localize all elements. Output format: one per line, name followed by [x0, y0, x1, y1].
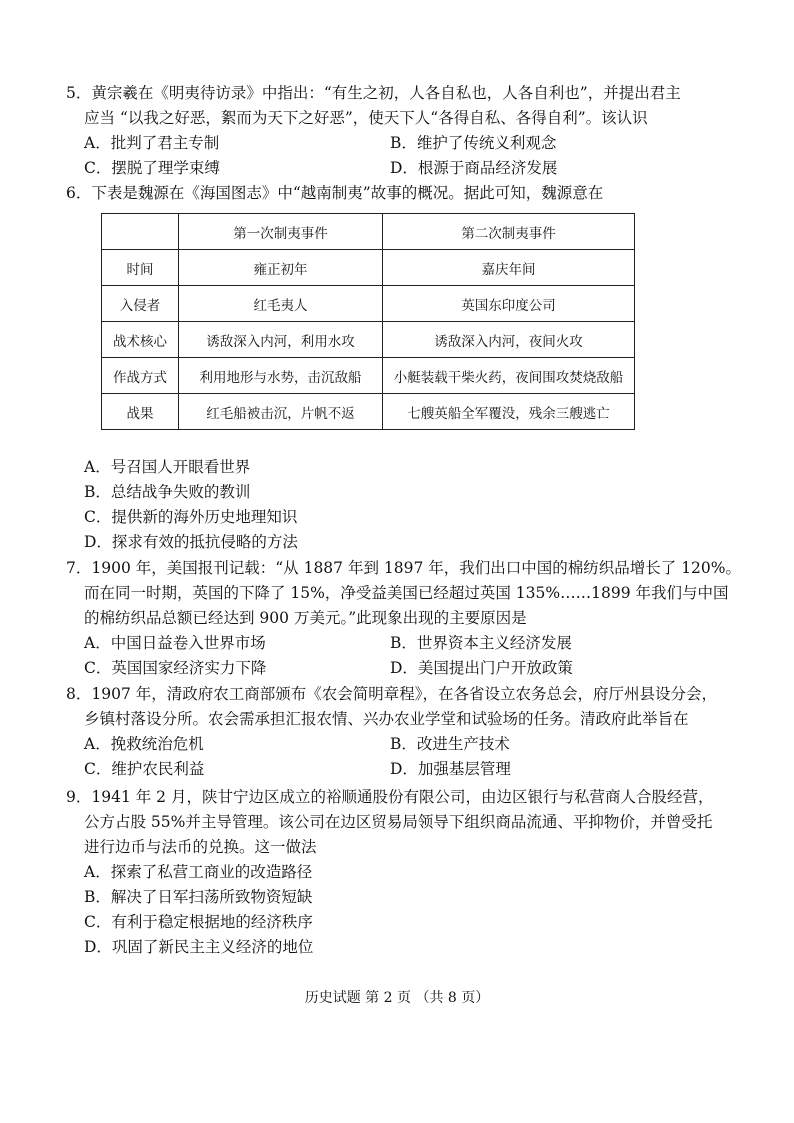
option-a: A．批判了君主专制	[84, 134, 220, 152]
question-stem-line: 6．下表是魏源在《海国图志》中“越南制夷”故事的概况。据此可知，魏源意在	[66, 184, 604, 202]
table-row	[102, 286, 635, 322]
table-row	[102, 358, 635, 394]
question-stem-line: 公方占股 55%并主导管理。该公司在边区贸易局领导下组织商品流通、平抑物价，并曾受托	[84, 813, 713, 831]
question-6-options	[66, 455, 754, 555]
table-row	[102, 250, 635, 286]
table-cell: 作战方式	[102, 358, 179, 394]
table-header-cell: 第二次制夷事件	[383, 214, 635, 250]
page-footer: 历史试题 第 2 页 （共 8 页）	[304, 990, 490, 1006]
table-row	[102, 394, 635, 430]
table-cell: 英国东印度公司	[383, 286, 635, 322]
option-d: D．加强基层管理	[390, 760, 511, 778]
table-cell: 红毛船被击沉，片帆不返	[179, 394, 383, 430]
table-row	[102, 322, 635, 358]
option-a: A．挽救统治危机	[84, 735, 204, 753]
question-9	[66, 785, 754, 960]
question-stem-line: 9．1941 年 2 月，陕甘宁边区成立的裕顺通股份有限公司，由边区银行与私营商人合股经营，	[66, 788, 714, 806]
table-header-cell: 第一次制夷事件	[179, 214, 383, 250]
option-c: C．维护农民利益	[84, 760, 205, 778]
question-stem-line: 7．1900 年，美国报刊记载：“从 1887 年到 1897 年，我们出口中国的棉纺织品增长了 120%。	[66, 559, 742, 577]
question-stem-line: 的棉纺织品总额已经达到 900 万美元。”此现象出现的主要原因是	[84, 609, 527, 627]
option-d: D．巩固了新民主主义经济的地位	[84, 938, 314, 956]
table-cell: 时间	[102, 250, 179, 286]
option-b: B．解决了日军扫荡所致物资短缺	[84, 888, 313, 906]
option-a: A．探索了私营工商业的改造路径	[84, 863, 313, 881]
question-stem-line: 8．1907 年，清政府农工商部颁布《农会简明章程》，在各省设立农务总会，府厅州县设分会，	[66, 685, 717, 703]
question-8	[66, 682, 754, 782]
question-7	[66, 556, 754, 681]
option-b: B．世界资本主义经济发展	[390, 634, 572, 652]
option-a: A．中国日益卷入世界市场	[84, 634, 266, 652]
option-b: B．维护了传统义利观念	[390, 134, 557, 152]
question-stem-line: 应当 “以我之好恶，絮而为天下之好恶”，使天下人“各得自私、各得自利”。该认识	[84, 109, 648, 127]
option-d: D．探求有效的抵抗侵略的方法	[84, 533, 298, 551]
table-cell: 嘉庆年间	[383, 250, 635, 286]
option-d: D．美国提出门户开放政策	[390, 659, 573, 677]
table-cell: 雍正初年	[179, 250, 383, 286]
option-d: D．根源于商品经济发展	[390, 159, 558, 177]
table-header-cell	[102, 214, 179, 250]
table-cell: 战果	[102, 394, 179, 430]
table-header-row	[102, 214, 635, 250]
question-stem-line: 进行边币与法币的兑换。这一做法	[84, 838, 317, 856]
question-stem-line: 乡镇村落设分所。农会需承担汇报农情、兴办农业学堂和试验场的任务。清政府此举旨在	[84, 710, 689, 728]
option-b: B．总结战争失败的教训	[84, 483, 251, 501]
option-c: C．英国国家经济实力下降	[84, 659, 267, 677]
option-c: C．有利于稳定根据地的经济秩序	[84, 913, 313, 931]
table-cell: 战术核心	[102, 322, 179, 358]
table-cell: 入侵者	[102, 286, 179, 322]
question-stem-line: 5．黄宗羲在《明夷待访录》中指出：“有生之初，人各自私也，人各自利也”，并提出君主	[66, 84, 681, 102]
option-c: C．摆脱了理学束缚	[84, 159, 220, 177]
question-stem-line: 而在同一时期，英国的下降了 15%，净受益美国已经超过英国 135%……1899 年我们与中国	[84, 584, 729, 602]
table-cell: 诱敌深入内河，夜间火攻	[383, 322, 635, 358]
option-b: B．改进生产技术	[390, 735, 510, 753]
question-5	[66, 81, 754, 181]
option-c: C．提供新的海外历史地理知识	[84, 508, 298, 526]
table-cell: 利用地形与水势，击沉敌船	[179, 358, 383, 394]
question-6	[66, 181, 754, 206]
option-a: A．号召国人开眼看世界	[84, 458, 251, 476]
table-cell: 红毛夷人	[179, 286, 383, 322]
events-table	[101, 213, 635, 430]
table-cell: 七艘英船全军覆没，残余三艘逃亡	[383, 394, 635, 430]
table-cell: 诱敌深入内河，利用水攻	[179, 322, 383, 358]
table-cell: 小艇装载干柴火药，夜间围攻焚烧敌船	[383, 358, 635, 394]
